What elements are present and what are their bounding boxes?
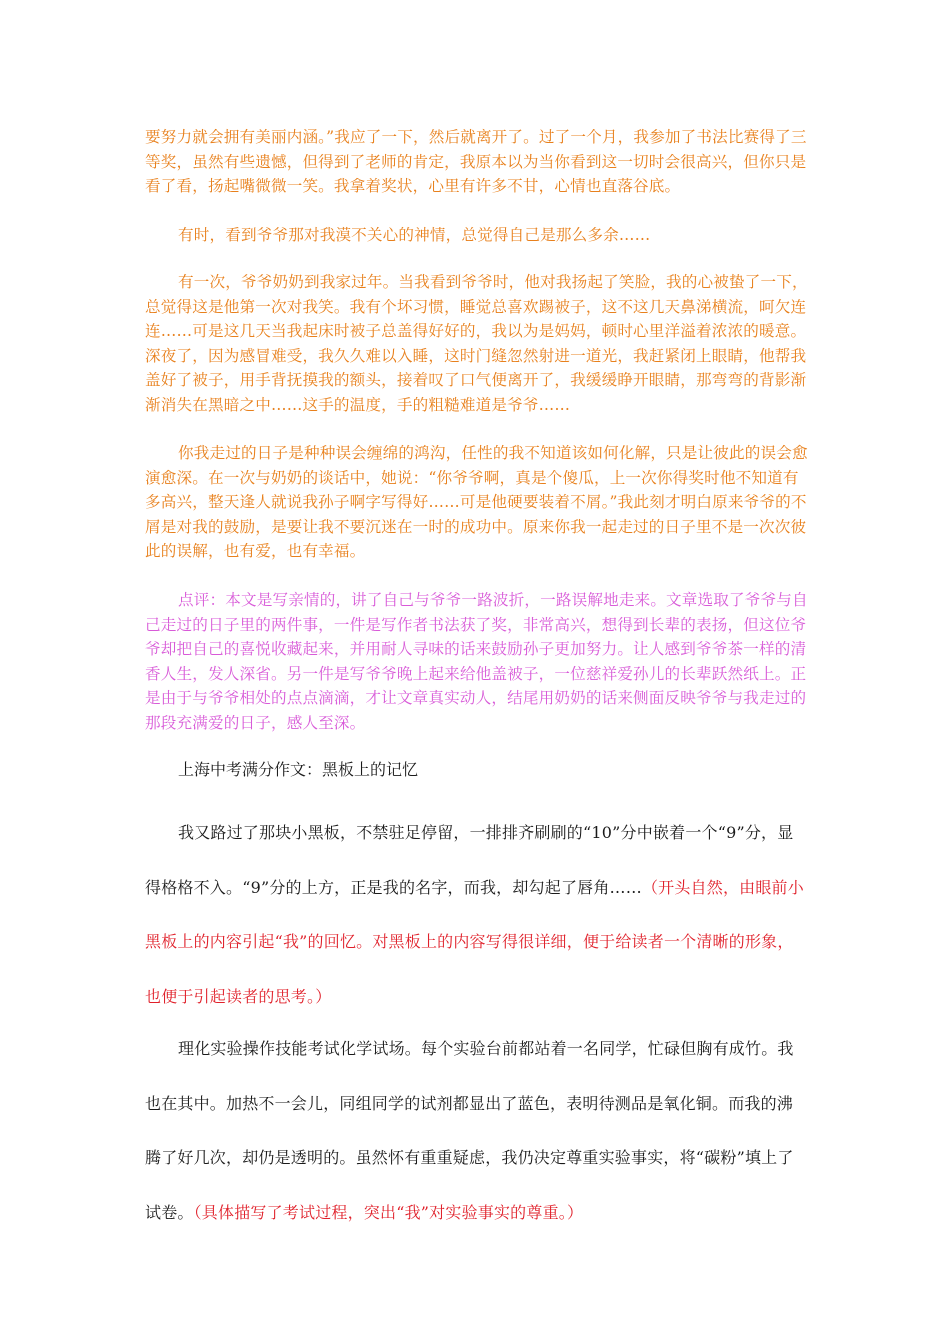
comment-paragraph: 点评：本文是写亲情的，讲了自己与爷爷一路波折，一路误解地走来。文章选取了爷爷与自己走过的日子里的两件事，一件是写作者书法获了奖，非常高兴，想得到长辈的表扬，但这位爷爷却把自己的喜悦收藏起来，并用耐人寻味的话来鼓励孙子更加努力。让人感到爷爷茶一样的清香人生，发人深省。另一件是写爷爷晚上起来给他盖被子，一位慈祥爱孙儿的长辈跃然纸上。正是由于与爷爷相处的点点滴滴，才让文章真实动人，结尾用奶奶的话来侧面反映爷爷与我走过的那段充满爱的日子，感人至深。 — [145, 591, 808, 732]
essay-text-blackboard: 我又路过了那块小黑板，不禁驻足停留，一排排齐刷刷的“10”分中嵌着一个“9”分，显得格格不入。“9”分的上方，正是我的名字，而我，却勾起了唇角…… — [145, 823, 794, 897]
paragraph-calligraphy-award: 要努力就会拥有美丽内涵。”我应了一下，然后就离开了。过了一个月，我参加了书法比赛得了三等奖，虽然有些遗憾，但得到了老师的肯定，我原本以为当你看到这一切时会很高兴，但你只是看了看，扬起嘴微微一笑。我拿着奖状，心里有许多不甘，心情也直落谷底。 — [145, 128, 807, 195]
essay-text-experiment: 理化实验操作技能考试化学试场。每个实验台前都站着一名同学，忙碌但胸有成竹。我也在其中。加热不一会儿，同组同学的试剂都显出了蓝色，表明待测品是氧化铜。而我的沸腾了好几次，却仍是透明的。虽然怀有重重疑虑，我仍决定尊重实验事实，将“碳粉”填上了试卷。 — [145, 1039, 794, 1222]
annotation-blackboard: （开头自然，由眼前小黑板上的内容引起“我”的回忆。对黑板上的内容写得很详细，便于给读者一个清晰的形象，也便于引起读者的思考。） — [145, 877, 804, 1006]
essay-title: 上海中考满分作文：黑板上的记忆 — [178, 760, 419, 779]
annotation-experiment: （具体描写了考试过程，突出“我”对实验事实的尊重。） — [193, 1202, 584, 1222]
paragraph-blanket-night: 有一次，爷爷奶奶到我家过年。当我看到爷爷时，他对我扬起了笑脸，我的心被蛰了一下，总觉得这是他第一次对我笑。我有个坏习惯，睡觉总喜欢踢被子，这不这几天鼻涕横流，呵欠连连……可是这几天当我起床时被子总盖得好好的，我以为是妈妈，顿时心里洋溢着浓浓的暖意。深夜了，因为感冒难受，我久久难以入睡，这时门缝忽然射进一道光，我赶紧闭上眼睛，他帮我盖好了被子，用手背抚摸我的额头，接着叹了口气便离开了，我缓缓睁开眼睛，那弯弯的背影渐渐消失在黑暗之中……这手的温度，手的粗糙难道是爷爷…… — [145, 273, 808, 414]
essay-paragraph-blackboard — [145, 806, 808, 1024]
paragraph-indifference: 有时，看到爷爷那对我漠不关心的神情，总觉得自己是那么多余…… — [178, 226, 651, 244]
paragraph-misunderstanding: 你我走过的日子是种种误会缠绵的鸿沟，任性的我不知道该如何化解，只是让彼此的误会愈演愈深。在一次与奶奶的谈话中，她说：“你爷爷啊，真是个傻瓜，上一次你得奖时他不知道有多高兴，整天逢人就说我孙子啊字写得好……可是他硬要装着不屑。”我此刻才明白原来爷爷的不屑是对我的鼓励，是要让我不要沉迷在一时的成功中。原来你我一起走过的日子里不是一次次彼此的误解，也有爱，也有幸福。 — [145, 444, 808, 560]
essay-paragraph-experiment — [145, 1022, 808, 1240]
